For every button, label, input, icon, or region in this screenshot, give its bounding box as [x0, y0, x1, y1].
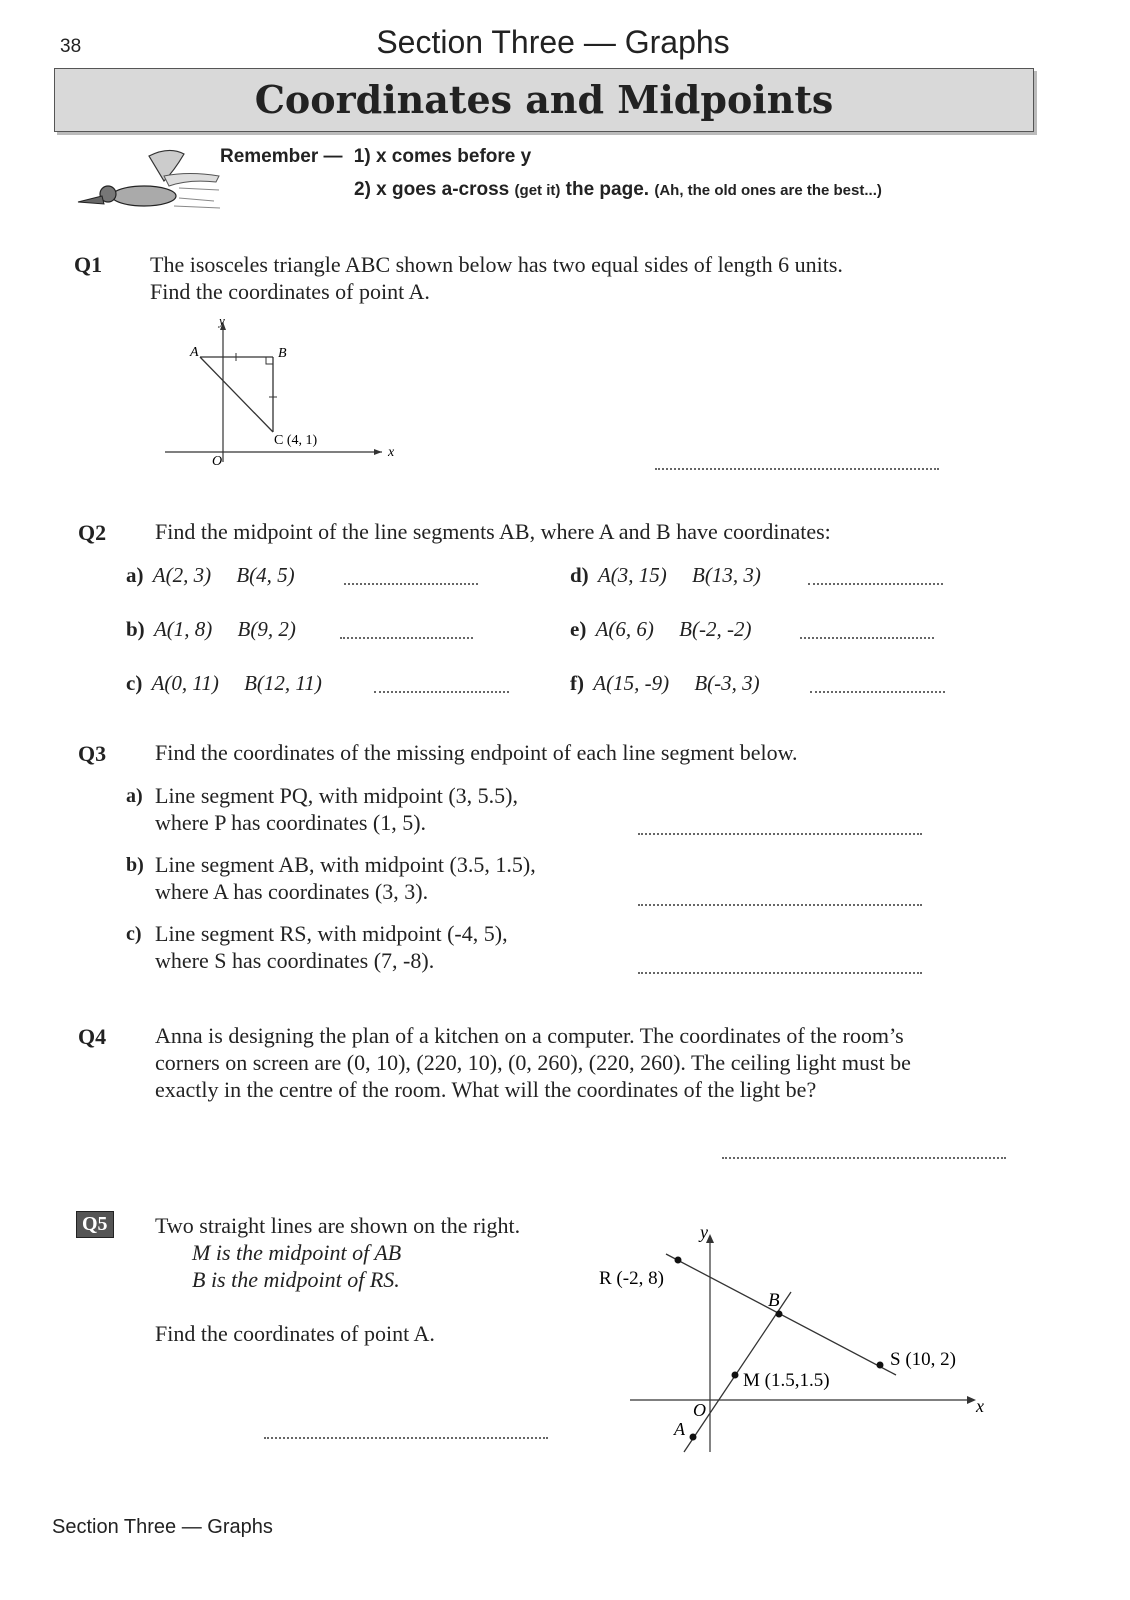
- q3-number: Q3: [78, 741, 107, 766]
- q1-label-x: x: [388, 445, 395, 460]
- q1-triangle-diagram: [160, 312, 410, 472]
- q2-part-f: f) A(15, -9) B(-3, 3): [570, 671, 760, 695]
- q2-part-a: a) A(2, 3) B(4, 5): [126, 563, 295, 587]
- q4-answer-line[interactable]: [722, 1157, 1006, 1159]
- point-s: [877, 1362, 884, 1369]
- q4-line-1: Anna is designing the plan of a kitchen on a computer. The coordinates of the room’s: [155, 1023, 904, 1048]
- q4-line-3: exactly in the centre of the room. What will the coordinates of the light be?: [155, 1077, 817, 1102]
- q3c-line-1: Line segment RS, with midpoint (-4, 5),: [155, 921, 508, 946]
- q5-label-a: A: [674, 1419, 685, 1439]
- side-ac: [200, 357, 273, 432]
- q5-label-m: M (1.5,1.5): [743, 1370, 830, 1391]
- q4-number: Q4: [78, 1024, 107, 1049]
- q5-line-1: Two straight lines are shown on the right.: [155, 1213, 521, 1238]
- q1-number: Q1: [74, 252, 103, 277]
- q5-label-o: O: [693, 1400, 706, 1420]
- remember-lead: Remember —: [220, 146, 343, 167]
- q5-label-r: R (-2, 8): [599, 1268, 664, 1289]
- q3-text: Find the coordinates of the missing endpoint of each line segment below.: [155, 740, 798, 765]
- page-number: 38: [60, 36, 82, 57]
- q3c-line-2: where S has coordinates (7, -8).: [155, 948, 435, 973]
- q5-label-b: B: [768, 1290, 780, 1311]
- q3b-label: b): [126, 854, 144, 876]
- page-title: Coordinates and Midpoints: [254, 77, 834, 122]
- point-m: [732, 1372, 739, 1379]
- q3b-answer-line[interactable]: [638, 904, 922, 906]
- q3b-line-2: where A has coordinates (3, 3).: [155, 879, 429, 904]
- q3c-answer-line[interactable]: [638, 972, 922, 974]
- q2-part-d: d) A(3, 15) B(13, 3): [570, 563, 761, 587]
- q1-label-o: O: [212, 454, 223, 469]
- q2d-answer-line[interactable]: [808, 583, 943, 585]
- q1-label-a: A: [190, 345, 199, 360]
- point-b: [776, 1311, 783, 1318]
- q5-label-x: x: [976, 1396, 984, 1416]
- q3a-line-1: Line segment PQ, with midpoint (3, 5.5),: [155, 783, 518, 808]
- q3a-label: a): [126, 785, 143, 807]
- q2-text: Find the midpoint of the line segments AB, where A and B have coordinates:: [155, 519, 831, 544]
- q3a-answer-line[interactable]: [638, 833, 922, 835]
- remember-line-2-tail: the page.: [565, 179, 650, 200]
- q3a-line-2: where P has coordinates (1, 5).: [155, 810, 427, 835]
- q1-label-b: B: [278, 346, 287, 361]
- q1-text-line-1: The isosceles triangle ABC shown below has two equal sides of length 6 units.: [150, 252, 843, 277]
- q5-line-2: M is the midpoint of AB: [192, 1240, 402, 1265]
- q2-part-c: c) A(0, 11) B(12, 11): [126, 671, 322, 695]
- section-heading: Section Three — Graphs: [376, 24, 730, 60]
- remember-aside-2: (Ah, the old ones are the best...): [654, 182, 882, 199]
- remember-aside-1: (get it): [514, 182, 561, 199]
- q3b-line-1: Line segment AB, with midpoint (3.5, 1.5),: [155, 852, 536, 877]
- q2c-answer-line[interactable]: [374, 691, 509, 693]
- point-a: [690, 1434, 697, 1441]
- title-box: [54, 68, 1034, 132]
- q1-label-y: y: [219, 313, 225, 328]
- q2f-answer-line[interactable]: [810, 691, 945, 693]
- q5-number-badge: Q5: [76, 1211, 114, 1238]
- q2b-answer-line[interactable]: [340, 637, 473, 639]
- q5-label-s: S (10, 2): [890, 1349, 956, 1370]
- q5-line-4: Find the coordinates of point A.: [155, 1321, 435, 1346]
- q2-number: Q2: [78, 520, 107, 545]
- q3c-label: c): [126, 923, 142, 945]
- remember-line-2: 2) x goes a-cross: [354, 179, 510, 200]
- footer-section: Section Three — Graphs: [52, 1516, 273, 1538]
- q5-line-3: B is the midpoint of RS.: [192, 1267, 400, 1292]
- remember-line-1: 1) x comes before y: [353, 146, 532, 167]
- q4-line-2: corners on screen are (0, 10), (220, 10), (0, 260), (220, 260). The ceiling light must be: [155, 1050, 911, 1075]
- q1-label-c: C (4, 1): [274, 433, 318, 448]
- point-r: [675, 1257, 682, 1264]
- q5-label-y: y: [700, 1222, 708, 1242]
- q5-lines-diagram: [594, 1218, 1004, 1458]
- superhero-cartoon-icon: [74, 146, 224, 216]
- q1-text-line-2: Find the coordinates of point A.: [150, 279, 430, 304]
- q2-part-b: b) A(1, 8) B(9, 2): [126, 617, 296, 641]
- q5-answer-line[interactable]: [264, 1437, 548, 1439]
- q2e-answer-line[interactable]: [800, 637, 934, 639]
- q2a-answer-line[interactable]: [344, 583, 478, 585]
- q1-answer-line[interactable]: [655, 468, 939, 470]
- q2-part-e: e) A(6, 6) B(-2, -2): [570, 617, 752, 641]
